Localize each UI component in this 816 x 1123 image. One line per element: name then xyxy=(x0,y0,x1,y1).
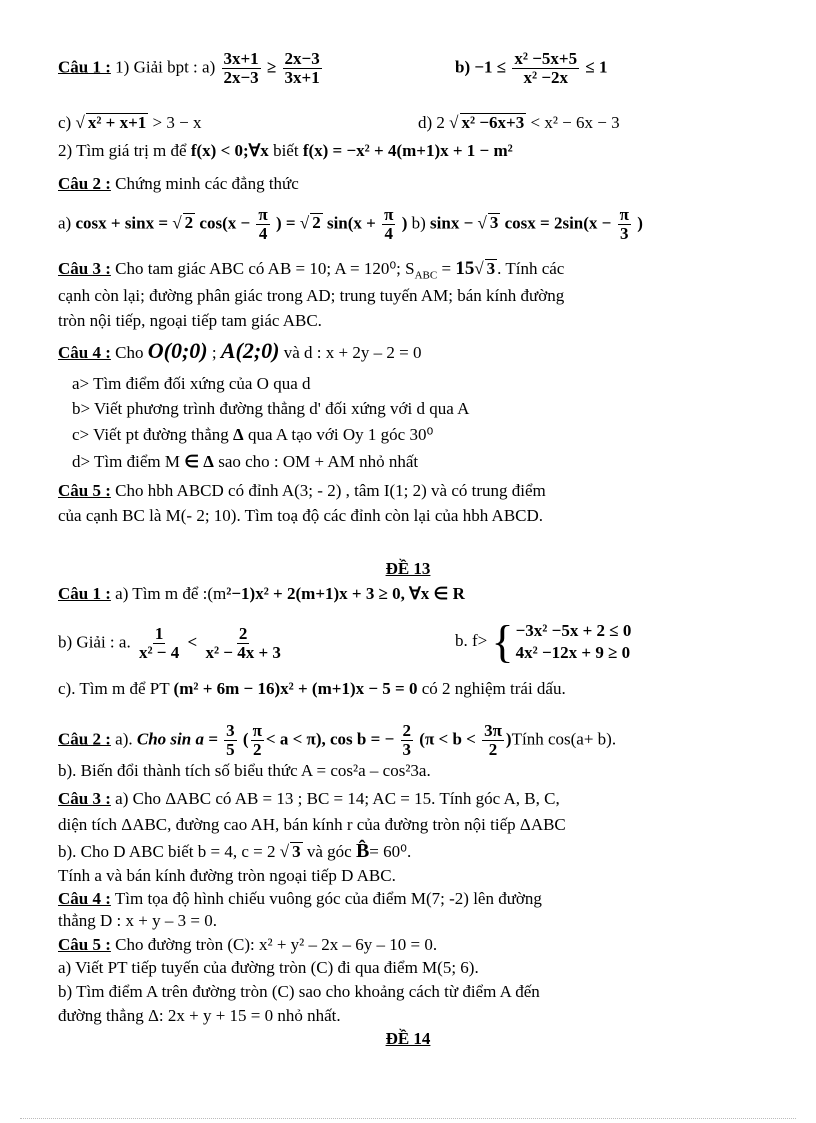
de13-q1b-prefix: b) Giải : a. xyxy=(58,632,131,652)
denominator: 4 xyxy=(384,224,394,243)
de13-q1c-expression: (m² + 6m − 16)x² + (m+1)x − 5 = 0 xyxy=(173,679,418,698)
fraction xyxy=(222,50,261,87)
q2-line-a xyxy=(58,206,643,243)
q2a-prefix: a) xyxy=(58,213,72,233)
de13-q3b-text: = 60⁰. xyxy=(369,842,412,861)
fraction xyxy=(137,625,181,662)
question-label: Câu 5 : xyxy=(58,935,111,954)
numerator: π xyxy=(252,721,262,740)
denominator: 2 xyxy=(252,740,262,759)
q4-item-b: b> Viết phương trình đường thẳng d' đối xứng với d qua A xyxy=(72,399,470,418)
q1p2-condition: f(x) < 0;∀x xyxy=(190,141,269,160)
question-label: Câu 5 : xyxy=(58,481,111,500)
q4c-text: qua A tạo với Oy 1 góc 30⁰ xyxy=(247,425,434,444)
q2a-mid: ) = xyxy=(276,213,296,233)
denominator: 2x−3 xyxy=(223,68,259,87)
page-bottom-divider xyxy=(20,1118,796,1119)
paren-open: ( xyxy=(419,729,425,749)
q2b-end: ) xyxy=(637,213,643,233)
numerator: 2 xyxy=(402,721,412,740)
q1p2-function: f(x) = −x² + 4(m+1)x + 1 − m² xyxy=(302,141,513,160)
q3-line-2: cạnh còn lại; đường phân giác trong AD; trung tuyến AM; bán kính đường xyxy=(58,286,565,305)
de13-q2a-range: < a < π xyxy=(265,729,316,749)
fraction xyxy=(283,50,322,87)
numerator: π xyxy=(384,205,394,224)
de13-q2a-sin: Cho sin a = xyxy=(136,729,218,749)
denominator: x² − 4 xyxy=(138,643,180,662)
numerator: 3x+1 xyxy=(223,49,259,68)
de13-q3b-text: và góc xyxy=(306,842,352,861)
de13-q1-line-b xyxy=(58,625,285,662)
denominator: 2 xyxy=(488,740,498,759)
q4d-text: sao cho : OM + AM nhỏ nhất xyxy=(218,452,419,471)
q2a-mid: sin(x + xyxy=(326,213,376,233)
point-a: A(2;0) xyxy=(220,338,280,363)
q1p2-mid: biết xyxy=(273,141,299,160)
fraction xyxy=(401,722,414,759)
fraction xyxy=(482,722,504,759)
relation: ≥ xyxy=(266,57,277,77)
question-label: Câu 4 : xyxy=(58,889,111,908)
q4-line-1 xyxy=(58,340,421,364)
q1d-prefix: d) 2 xyxy=(418,113,445,132)
question-label: Câu 1 : xyxy=(58,57,111,77)
brace-icon: { xyxy=(491,616,514,667)
fraction xyxy=(512,50,579,87)
de13-q3-line-4: Tính a và bán kính đường tròn ngoại tiếp D ABC. xyxy=(58,866,396,885)
q1-intro: 1) Giải bpt : a) xyxy=(115,57,216,77)
de13-q1-line-bb xyxy=(455,616,632,667)
q3-line-1 xyxy=(58,258,564,286)
de13-q1-text: a) Tìm m để :(m xyxy=(115,584,227,603)
delta-symbol: Δ xyxy=(233,425,244,444)
denominator: x² −2x xyxy=(523,68,569,87)
separator: ; xyxy=(211,343,217,362)
numerator: 2x−3 xyxy=(284,49,320,68)
de13-q5-line-1 xyxy=(58,934,437,956)
paren-open: ( xyxy=(242,729,249,749)
q1c-suffix: > 3 − x xyxy=(152,113,202,132)
radicand: 3 xyxy=(486,259,496,278)
numerator: x² −5x+5 xyxy=(514,49,578,68)
de13-q5-item-b1: b) Tìm điểm A trên đường tròn (C) sao cho khoảng cách từ điểm A đến xyxy=(58,982,540,1001)
q3-line-3: tròn nội tiếp, ngoại tiếp tam giác ABC. xyxy=(58,311,322,330)
de13-q1-line-1 xyxy=(58,583,465,605)
q1-line-c xyxy=(58,112,201,134)
de13-q4-line-1 xyxy=(58,888,542,910)
sqrt-sign: √ xyxy=(299,213,310,233)
numerator: π xyxy=(619,205,629,224)
q5-text: Cho hbh ABCD có đỉnh A(3; - 2) , tâm I(1; 2) và có trung điểm xyxy=(115,481,546,500)
q3-text: Cho tam giác ABC có AB = 10; A = 120⁰; S xyxy=(115,259,415,278)
q2a-mid: ) xyxy=(401,213,408,233)
q4-item-c xyxy=(72,424,433,446)
q1c-prefix: c) xyxy=(58,113,72,132)
element-of-symbol: ∈ xyxy=(184,452,200,471)
de13-q3-line-1 xyxy=(58,788,560,810)
denominator: 3 xyxy=(402,740,412,759)
sqrt-sign: √ xyxy=(449,113,459,132)
q1b-suffix: ≤ 1 xyxy=(585,57,608,77)
numerator: 3π xyxy=(484,721,502,740)
question-label: Câu 1 : xyxy=(58,584,111,603)
radicand: 3 xyxy=(292,842,301,861)
relation: < xyxy=(187,632,198,652)
de13-q5-item-b2: đường thẳng Δ: 2x + y + 15 = 0 nhỏ nhất. xyxy=(58,1006,341,1025)
radicand: x² −6x+3 xyxy=(461,113,525,132)
point-o: O(0;0) xyxy=(147,338,208,363)
q2b-prefix: b) xyxy=(411,213,426,233)
denominator: 3x+1 xyxy=(284,68,320,87)
q1d-suffix: < x² − 6x − 3 xyxy=(530,113,620,132)
de13-q2-line-a xyxy=(58,722,616,759)
fraction xyxy=(203,625,282,662)
q3-equals: = xyxy=(441,259,452,278)
de13-q5-text: Cho đường tròn (C): x² + y² – 2x – 6y – 10 = 0. xyxy=(115,935,438,954)
question-label: Câu 2 : xyxy=(58,174,111,193)
de13-q3-line-2: diện tích ΔABC, đường cao AH, bán kính r của đường tròn nội tiếp ΔABC xyxy=(58,815,566,834)
radicand: 3 xyxy=(489,213,499,233)
q4d-text: d> Tìm điểm M xyxy=(72,452,180,471)
q2a-left: cosx + sinx = xyxy=(75,213,169,233)
de13-q1bb-prefix: b. f> xyxy=(455,630,488,650)
q3-area-value: 15 xyxy=(455,258,475,279)
q1-line-a xyxy=(58,50,324,87)
de13-q1-line-c xyxy=(58,678,566,700)
radicand: 2 xyxy=(312,213,321,233)
denominator: 3 xyxy=(620,224,629,243)
q1-line-b xyxy=(455,50,607,87)
question-label: Câu 2 : xyxy=(58,729,111,749)
denominator: 4 xyxy=(258,224,268,243)
q4-text: Cho xyxy=(115,343,144,362)
q3-subscript: ABC xyxy=(414,269,438,282)
q4-item-d xyxy=(72,451,418,473)
q1p2-text: 2) Tìm giá trị m để xyxy=(58,141,187,160)
sqrt-sign: √ xyxy=(474,259,484,278)
question-label: Câu 4 : xyxy=(58,343,111,362)
q5-line-1 xyxy=(58,480,546,502)
question-label: Câu 3 : xyxy=(58,259,111,278)
q4-text: và d : x + 2y – 2 = 0 xyxy=(283,343,422,362)
sqrt-sign: √ xyxy=(75,113,85,132)
de13-q1c-end: có 2 nghiệm trái dấu. xyxy=(421,679,566,698)
q1-part2 xyxy=(58,140,513,162)
de13-q1-expression: ²−1)x² + 2(m+1)x + 3 ≥ 0, ∀x ∈ R xyxy=(226,584,465,603)
q2-header xyxy=(58,173,299,195)
de13-q3b-text: b). Cho D ABC biết b = 4, c = 2 xyxy=(58,842,276,861)
fraction xyxy=(256,206,269,243)
denominator: x² − 4x + 3 xyxy=(205,643,281,662)
q2b-mid: cosx = 2sin(x − xyxy=(504,213,612,233)
radicand: x² + x+1 xyxy=(87,113,147,132)
sqrt-sign: √ xyxy=(172,213,182,233)
system-row: 4x² −12x + 9 ≥ 0 xyxy=(515,643,631,662)
de13-q4-line-2: thẳng D : x + y – 3 = 0. xyxy=(58,911,217,930)
de13-q3-text: a) Cho ΔABC có AB = 13 ; BC = 14; AC = 15. Tính góc A, B, C, xyxy=(115,789,560,808)
exam-title-13: ĐỀ 13 xyxy=(385,559,431,578)
q2-text: Chứng minh các đẳng thức xyxy=(115,174,299,193)
de13-q3-line-3 xyxy=(58,840,411,863)
denominator: 5 xyxy=(226,740,235,759)
q4-item-a: a> Tìm điểm đối xứng của O qua d xyxy=(72,374,311,393)
de13-q1c-text: c). Tìm m để PT xyxy=(58,679,170,698)
exam-title-14: ĐỀ 14 xyxy=(385,1029,431,1048)
system-row: −3x² −5x + 2 ≤ 0 xyxy=(515,621,632,640)
de13-q2a-range: π < b < xyxy=(424,729,476,749)
q1-line-d xyxy=(418,112,620,134)
numerator: 2 xyxy=(238,624,248,643)
q2b-left: sinx − xyxy=(430,213,474,233)
angle-b-glyph-icon: B̂ xyxy=(355,840,370,862)
fraction xyxy=(224,722,237,759)
de13-q2-line-b: b). Biến đổi thành tích số biểu thức A = cos²a – cos²3a. xyxy=(58,761,431,780)
q5-line-2: của cạnh BC là M(- 2; 10). Tìm toạ độ các đỉnh còn lại của hbh ABCD. xyxy=(58,506,544,525)
sqrt-sign: √ xyxy=(279,842,290,861)
paren-close: ) xyxy=(315,729,322,749)
numerator: 1 xyxy=(154,624,164,643)
de13-q2a-end: Tính cos(a+ b). xyxy=(511,729,617,749)
q2a-mid: cos(x − xyxy=(199,213,251,233)
de13-q2a-cos: , cos b = − xyxy=(321,729,395,749)
question-label: Câu 3 : xyxy=(58,789,111,808)
equation-system xyxy=(491,616,632,667)
numerator: π xyxy=(258,205,268,224)
de13-q2a-prefix: a). xyxy=(115,729,133,749)
paren-close: ) xyxy=(505,729,512,749)
de13-q4-text: Tìm tọa độ hình chiếu vuông góc của điểm M(7; -2) lên đường xyxy=(114,889,542,908)
q1b-prefix: b) −1 ≤ xyxy=(455,57,507,77)
system-rows xyxy=(516,620,632,664)
de13-q5-item-a: a) Viết PT tiếp tuyến của đường tròn (C) đi qua điểm M(5; 6). xyxy=(58,958,479,977)
numerator: 3 xyxy=(226,721,235,740)
fraction xyxy=(382,206,395,243)
q3-text-end: . Tính các xyxy=(497,259,565,278)
delta-symbol: Δ xyxy=(203,452,214,471)
sqrt-sign: √ xyxy=(477,213,487,233)
fraction xyxy=(251,722,264,759)
radicand: 2 xyxy=(184,213,194,233)
fraction xyxy=(618,206,631,243)
q4c-text: c> Viết pt đường thẳng xyxy=(72,425,229,444)
